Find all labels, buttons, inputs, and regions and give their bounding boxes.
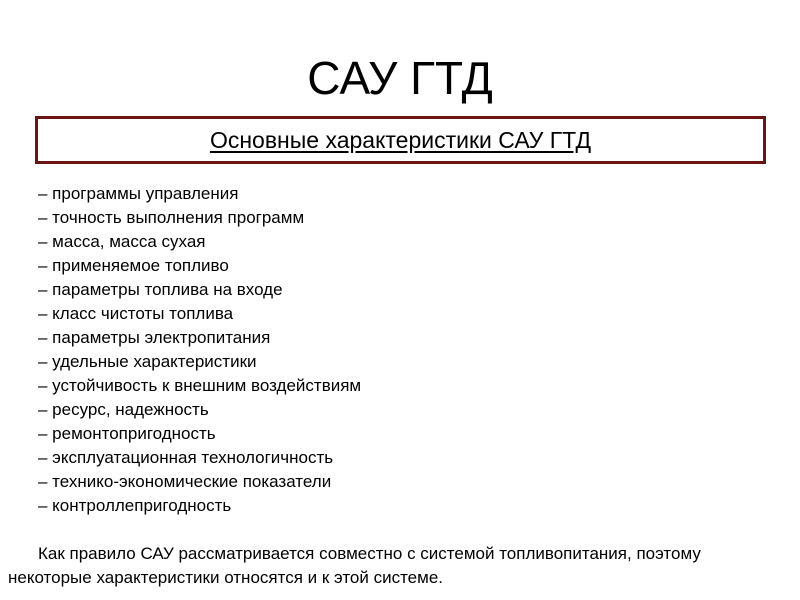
- list-item: – масса, масса сухая: [38, 232, 206, 251]
- list-item: – точность выполнения программ: [38, 208, 305, 227]
- list-item: – удельные характеристики: [38, 352, 257, 371]
- list-item: – эксплуатационная технологичность: [38, 448, 334, 467]
- list-item: – программы управления: [38, 184, 239, 203]
- closing-note: Как правило САУ рассматривается совместно с системой топливопитания, поэтому некоторые характеристики относятся и к этой системе.: [8, 544, 701, 587]
- subtitle-frame: [35, 116, 766, 164]
- list-item: – ремонтопригодность: [38, 424, 216, 443]
- list-item: – ресурс, надежность: [38, 400, 209, 419]
- list-item: – параметры электропитания: [38, 328, 271, 347]
- list-item: – применяемое топливо: [38, 256, 229, 275]
- list-item: – устойчивость к внешним воздействиям: [38, 376, 362, 395]
- slide-title: САУ ГТД: [307, 52, 493, 104]
- list-item: – технико-экономические показатели: [38, 472, 332, 491]
- list-item: – контроллепригодность: [38, 496, 232, 515]
- list-item: – класс чистоты топлива: [38, 304, 234, 323]
- subtitle-text: Основные характеристики САУ ГТД: [209, 126, 592, 153]
- characteristics-list: [38, 182, 361, 518]
- list-item: – параметры топлива на входе: [38, 280, 283, 299]
